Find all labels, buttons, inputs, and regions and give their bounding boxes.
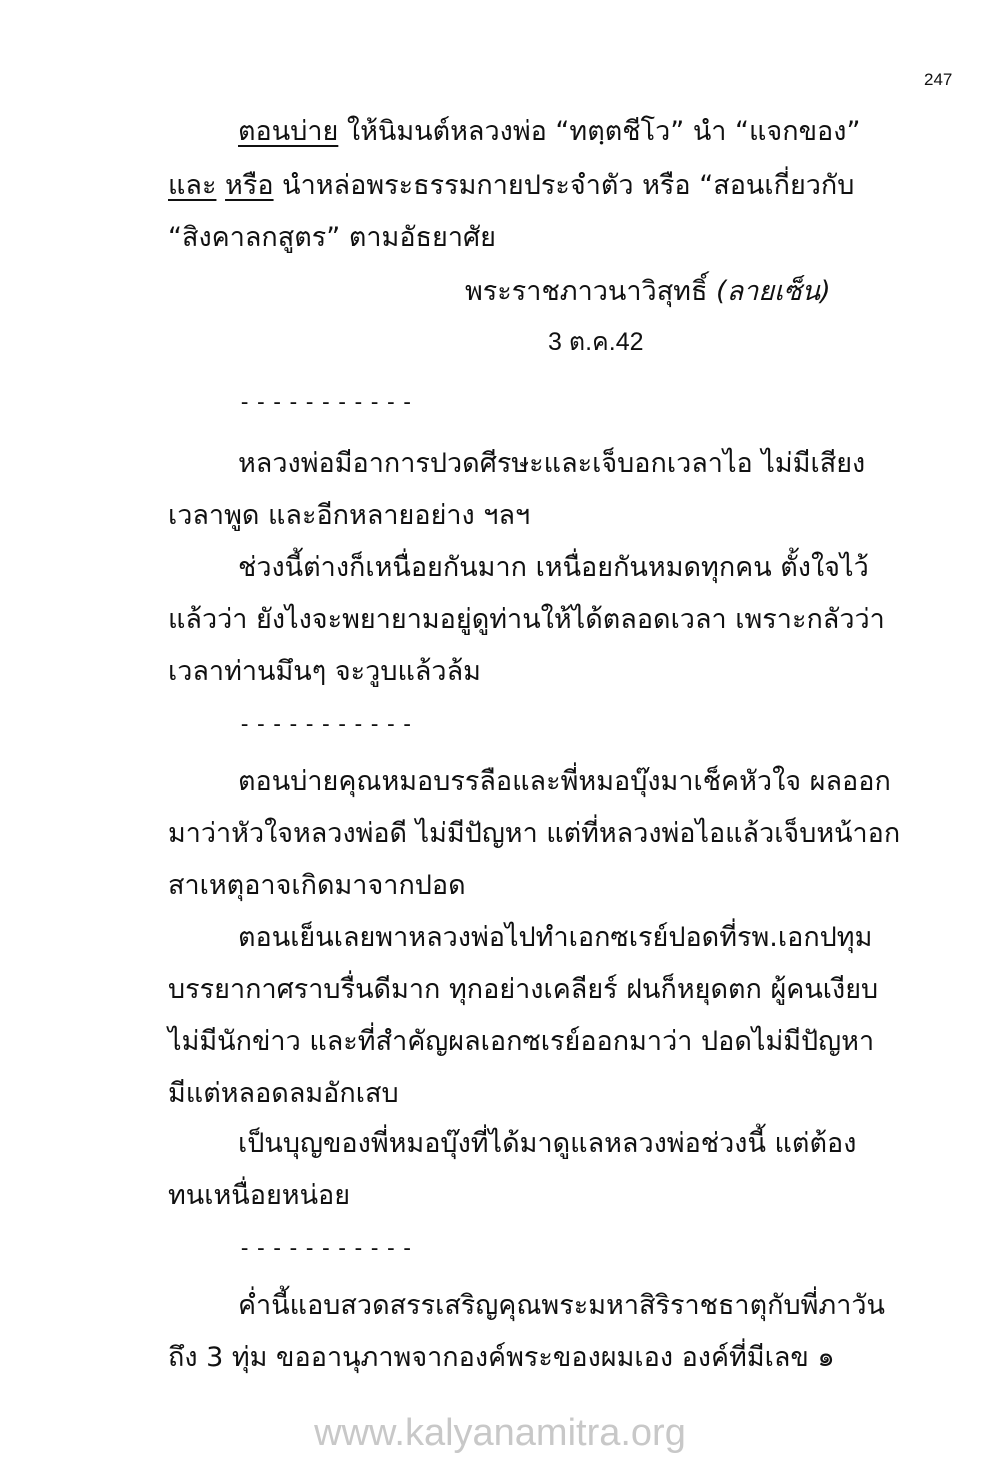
- paragraph-line: แล้วว่า ยังไงจะพยายามอยู่ดูท่านให้ได้ตลอดเวลา เพราะกลัวว่า: [168, 604, 885, 635]
- paragraph-line: [168, 166, 854, 206]
- paragraph-line: [238, 112, 860, 152]
- paragraph-line: เวลาท่านมึนๆ จะวูบแล้วล้ม: [168, 656, 481, 687]
- paragraph-line: มาว่าหัวใจหลวงพ่อดี ไม่มีปัญหา แต่ที่หลวงพ่อไอแล้วเจ็บหน้าอก: [168, 818, 901, 849]
- separator: -----------: [238, 390, 417, 415]
- paragraph-line: ถึง 3 ทุ่ม ขออานุภาพจากองค์พระของผมเอง องค์ที่มีเลข ๑: [168, 1342, 835, 1373]
- separator: -----------: [238, 712, 417, 737]
- underlined-word: และ: [168, 170, 217, 201]
- paragraph-line: มีแต่หลอดลมอักเสบ: [168, 1078, 399, 1109]
- underlined-word: หรือ: [225, 170, 274, 201]
- page-number: 247: [924, 70, 953, 89]
- signature-line: [465, 272, 831, 312]
- separator: -----------: [238, 1236, 417, 1261]
- line-space: [216, 170, 225, 201]
- paragraph-line: หลวงพ่อมีอาการปวดศีรษะและเจ็บอกเวลาไอ ไม่มีเสียง: [238, 448, 866, 479]
- paragraph-line: ตอนบ่ายคุณหมอบรรลือและพี่หมอบุ๊งมาเช็คหัวใจ ผลออก: [238, 766, 891, 797]
- paragraph-line: ตอนเย็นเลยพาหลวงพ่อไปทำเอกซเรย์ปอดที่รพ.เอกปทุม: [238, 922, 873, 953]
- watermark: www.kalyanamitra.org: [314, 1412, 686, 1454]
- paragraph-line: ช่วงนี้ต่างก็เหนื่อยกันมาก เหนื่อยกันหมดทุกคน ตั้งใจไว้: [238, 552, 869, 583]
- paragraph-line: เป็นบุญของพี่หมอบุ๊งที่ได้มาดูแลหลวงพ่อช่วงนี้ แต่ต้อง: [238, 1128, 857, 1159]
- paragraph-line: บรรยากาศราบรื่นดีมาก ทุกอย่างเคลียร์ ฝนก็หยุดตก ผู้คนเงียบ: [168, 974, 879, 1005]
- line-text: ให้นิมนต์หลวงพ่อ “ทตฺตชีโว” นำ “แจกของ”: [338, 116, 861, 147]
- paragraph-line: ทนเหนื่อยหน่อย: [168, 1180, 351, 1211]
- signatory-name: พระราชภาวนาวิสุทธิ์: [465, 276, 717, 307]
- paragraph-line: สาเหตุอาจเกิดมาจากปอด: [168, 870, 466, 901]
- date-line: 3 ต.ค.42: [548, 328, 644, 356]
- signature-note: (ลายเซ็น): [716, 276, 831, 307]
- paragraph-line: ไม่มีนักข่าว และที่สำคัญผลเอกซเรย์ออกมาว่า ปอดไม่มีปัญหา: [168, 1026, 875, 1057]
- paragraph-line: “สิงคาลกสูตร” ตามอัธยาศัย: [168, 222, 496, 253]
- line-text: นำหล่อพระธรรมกายประจำตัว หรือ “สอนเกี่ยวกับ: [273, 170, 855, 201]
- paragraph-line: เวลาพูด และอีกหลายอย่าง ฯลฯ: [168, 500, 531, 531]
- underlined-word: ตอนบ่าย: [238, 116, 339, 147]
- paragraph-line: ค่ำนี้แอบสวดสรรเสริญคุณพระมหาสิริราชธาตุกับพี่ภาวัน: [238, 1290, 885, 1321]
